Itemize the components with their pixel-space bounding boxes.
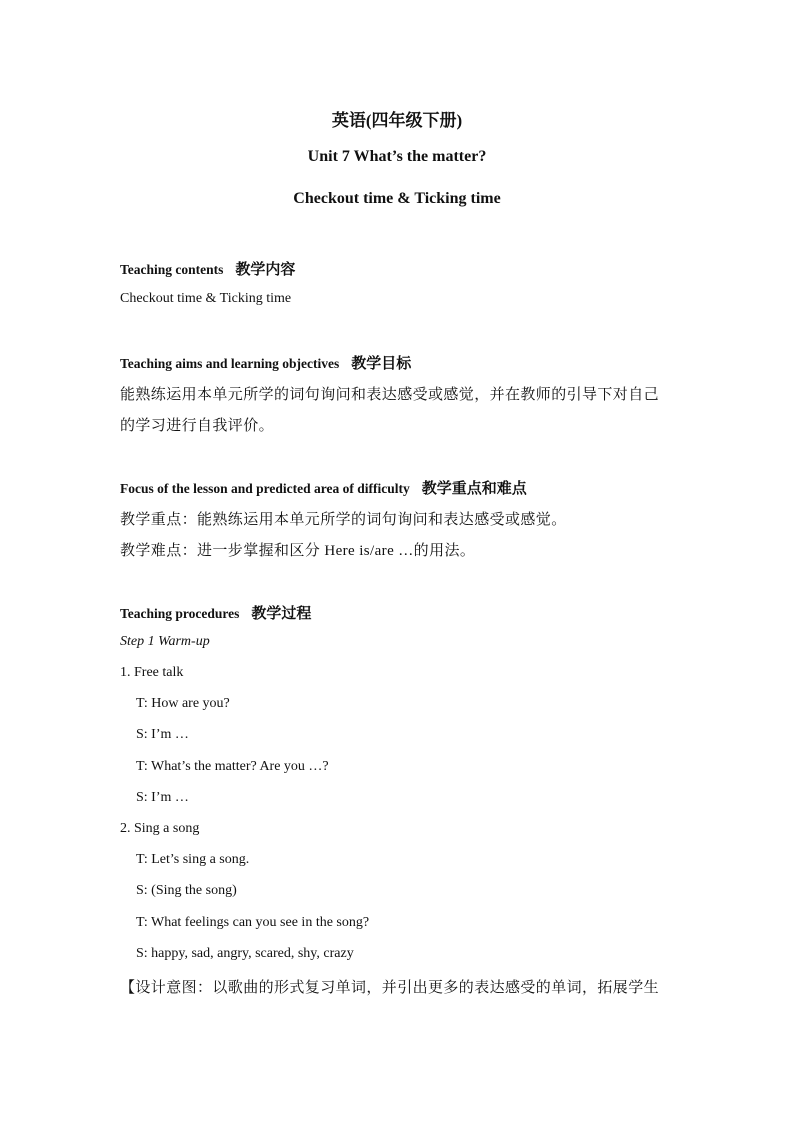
lesson-subtitle: Checkout time & Ticking time bbox=[293, 190, 501, 207]
aims-heading-en: Teaching aims and learning objectives bbox=[120, 356, 340, 371]
dialogue-line: T: How are you? bbox=[136, 696, 230, 711]
dialogue-line: T: Let’s sing a song. bbox=[136, 852, 250, 867]
aims-heading-zh: 教学目标 bbox=[351, 356, 412, 372]
procedures-heading-en: Teaching procedures bbox=[120, 606, 240, 621]
contents-heading-en: Teaching contents bbox=[120, 262, 224, 277]
dialogue-line: S: I’m … bbox=[136, 790, 189, 805]
step-1-heading: Step 1 Warm-up bbox=[120, 634, 210, 649]
contents-heading bbox=[120, 258, 295, 279]
aims-heading bbox=[120, 352, 411, 373]
contents-text: Checkout time & Ticking time bbox=[120, 291, 292, 306]
item-sing-a-song: 2. Sing a song bbox=[120, 821, 200, 836]
focus-heading-zh: 教学重点和难点 bbox=[421, 481, 527, 497]
focus-key-point: 教学重点：能熟练运用本单元所学的词句询问和表达感受或感觉。 bbox=[120, 512, 567, 528]
aims-line-1: 能熟练运用本单元所学的词句询问和表达感受或感觉，并在教师的引导下对自己 bbox=[120, 387, 660, 403]
design-intent: 【设计意图：以歌曲的形式复习单词，并引出更多的表达感受的单词，拓展学生 bbox=[120, 980, 660, 996]
focus-heading bbox=[120, 477, 527, 498]
dialogue-line: S: (Sing the song) bbox=[136, 883, 237, 898]
dialogue-line: T: What feelings can you see in the song? bbox=[136, 915, 370, 930]
doc-title: 英语(四年级下册) bbox=[331, 111, 463, 130]
aims-line-2: 的学习进行自我评价。 bbox=[120, 418, 275, 434]
focus-heading-en: Focus of the lesson and predicted area of difficulty bbox=[120, 481, 410, 496]
dialogue-line: S: I’m … bbox=[136, 727, 189, 742]
item-free-talk: 1. Free talk bbox=[120, 665, 184, 680]
dialogue-line: T: What’s the matter? Are you …? bbox=[136, 759, 329, 774]
unit-title: Unit 7 What’s the matter? bbox=[307, 148, 487, 165]
procedures-heading bbox=[120, 602, 311, 623]
procedures-heading-zh: 教学过程 bbox=[251, 606, 312, 622]
focus-difficulty: 教学难点：进一步掌握和区分 Here is/are …的用法。 bbox=[120, 543, 476, 559]
dialogue-line: S: happy, sad, angry, scared, shy, crazy bbox=[136, 946, 354, 961]
contents-heading-zh: 教学内容 bbox=[235, 262, 296, 278]
